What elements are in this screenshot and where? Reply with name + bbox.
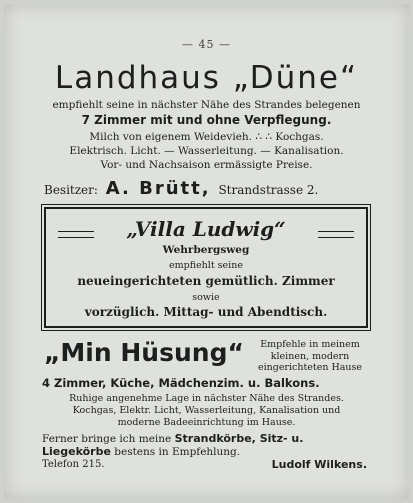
- ad-min-huesung-line-5: [42, 432, 303, 445]
- ad-min-huesung-line-2: Ruhige angenehme Lage in nächster Nähe des Strandes.: [69, 393, 344, 404]
- ad-landhaus-line-3: Milch von eigenem Weidevieh. ∴ ∴ Kochgas.: [89, 131, 324, 143]
- line-5-bold: Strandkörbe, Sitz- u.: [174, 432, 304, 445]
- owner-address: Strandstrasse 2.: [218, 183, 319, 197]
- ad-landhaus-owner: [44, 178, 374, 199]
- ad-villa-ludwig-line-3: sowie: [192, 292, 220, 303]
- ad-landhaus-line-1: empfiehlt seine in nächster Nähe des Strandes belegenen: [52, 99, 361, 111]
- page-number: — 45 —: [182, 38, 231, 51]
- ad-villa-ludwig-street: Wehrbergsweg: [162, 244, 250, 256]
- ad-min-huesung-side-text: Empfehle in meinem kleinen, modern eingerichteten Hause: [257, 339, 363, 373]
- ad-landhaus-duene-title: Landhaus „Düne“: [54, 60, 359, 96]
- line-6-bold: Liegekörbe: [42, 445, 111, 458]
- ad-min-huesung-line-1: 4 Zimmer, Küche, Mädchenzim. u. Balkons.: [42, 376, 320, 390]
- ad-villa-ludwig-line-1: empfiehlt seine: [169, 260, 243, 271]
- ad-landhaus-line-2: 7 Zimmer mit und ohne Verpflegung.: [81, 113, 332, 127]
- ad-villa-ludwig-line-2: neueingerichteten gemütlich. Zimmer: [77, 274, 335, 288]
- ad-villa-ludwig-box: [44, 207, 368, 328]
- owner-name: A. Brütt,: [105, 178, 211, 199]
- ad-villa-ludwig-title: „Villa Ludwig“: [126, 217, 286, 241]
- ad-min-huesung-line-4: moderne Badeeinrichtung im Hause.: [117, 417, 296, 428]
- ad-min-huesung-line-3: Kochgas, Elektr. Licht, Wasserleitung, Kanalisation und: [72, 405, 341, 416]
- ad-landhaus-line-4: Elektrisch. Licht. — Wasserleitung. — Kanalisation.: [69, 145, 344, 157]
- ad-landhaus-line-5: Vor- und Nachsaison ermässigte Preise.: [100, 159, 313, 171]
- ad-min-huesung-title: „Min Hüsung“: [44, 338, 244, 367]
- owner-label: Besitzer:: [44, 183, 98, 197]
- ad-min-huesung-line-6: [42, 445, 372, 458]
- ad-villa-ludwig-line-4: vorzüglich. Mittag- und Abendtisch.: [84, 305, 328, 319]
- ad-min-huesung-footer: [42, 459, 367, 470]
- phone-number: Telefon 215.: [42, 459, 105, 470]
- line-6-text: bestens in Empfehlung.: [114, 446, 241, 458]
- line-5-text: Ferner bringe ich meine: [42, 433, 172, 445]
- proprietor-name: Ludolf Wilkens.: [271, 458, 367, 471]
